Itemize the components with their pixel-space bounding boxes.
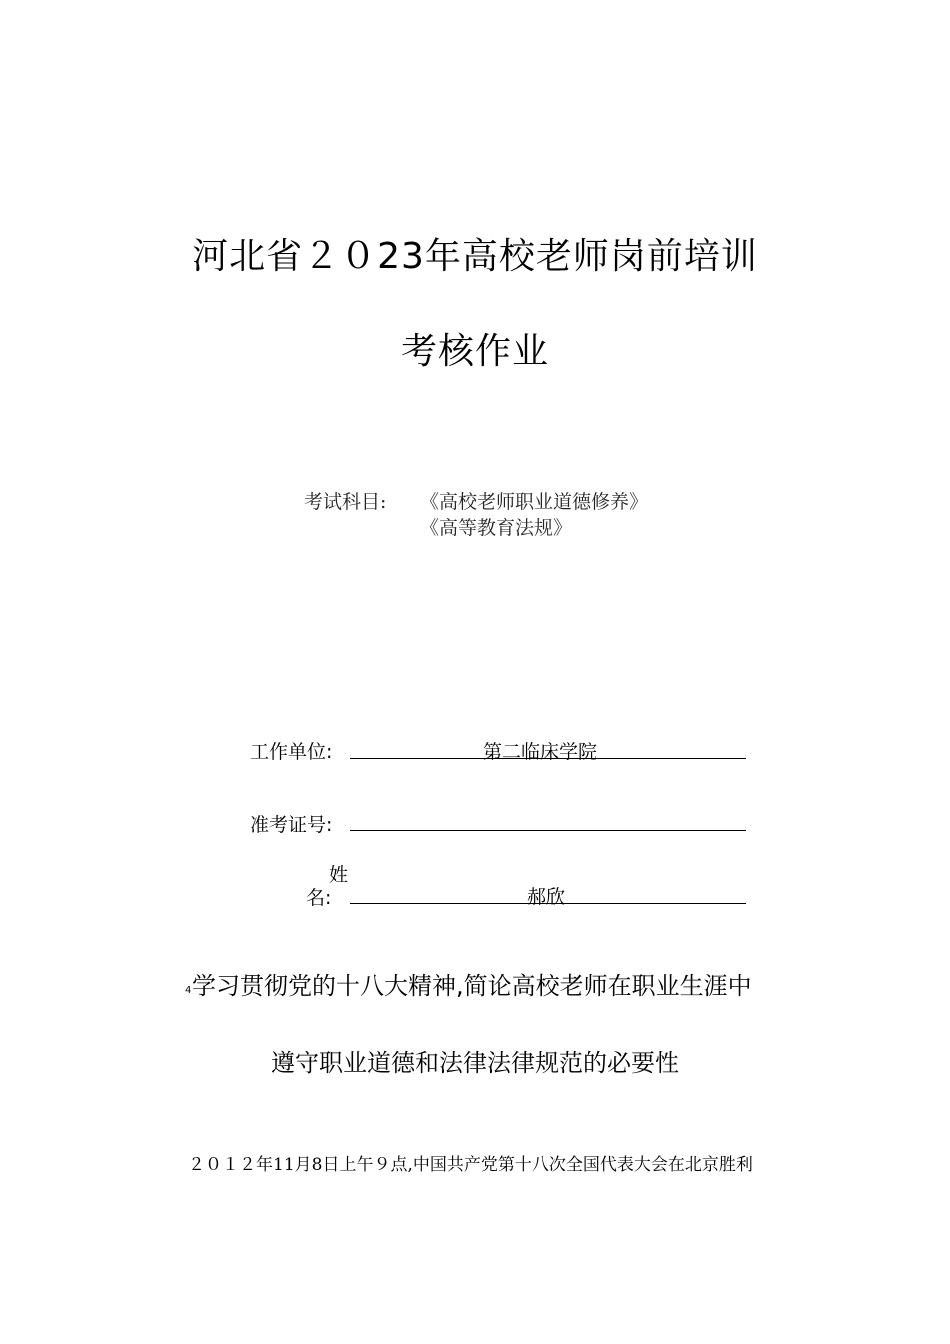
essay-body-first-line: ２０１２年11月8日上午９点,中国共产党第十八次全国代表大会在北京胜利 — [188, 1155, 753, 1175]
exam-id-label: 准考证号: — [250, 814, 333, 836]
essay-heading-line2: 遵守职业道德和法律法律规范的必要性 — [271, 1049, 679, 1077]
work-unit-value: 第二临床学院 — [483, 741, 598, 763]
document-title-line2: 考核作业 — [400, 331, 549, 372]
name-label-top: 姓 — [329, 864, 349, 886]
list-marker: 4 — [185, 985, 192, 996]
exam-id-underline — [350, 830, 746, 831]
work-unit-label: 工作单位: — [250, 741, 333, 763]
essay-heading-line1: 学习贯彻党的十八大精神,简论高校老师在职业生涯中 — [192, 972, 752, 1000]
exam-subject-2: 《高等教育法规》 — [420, 517, 573, 539]
document-title-line1: 河北省２０23年高校老师岗前培训 — [192, 236, 758, 277]
name-value: 郝欣 — [527, 886, 566, 908]
exam-subject-1: 《高校老师职业道德修养》 — [420, 491, 649, 513]
exam-subject-label: 考试科目: — [304, 491, 387, 513]
name-label-bottom: 名: — [306, 887, 332, 909]
